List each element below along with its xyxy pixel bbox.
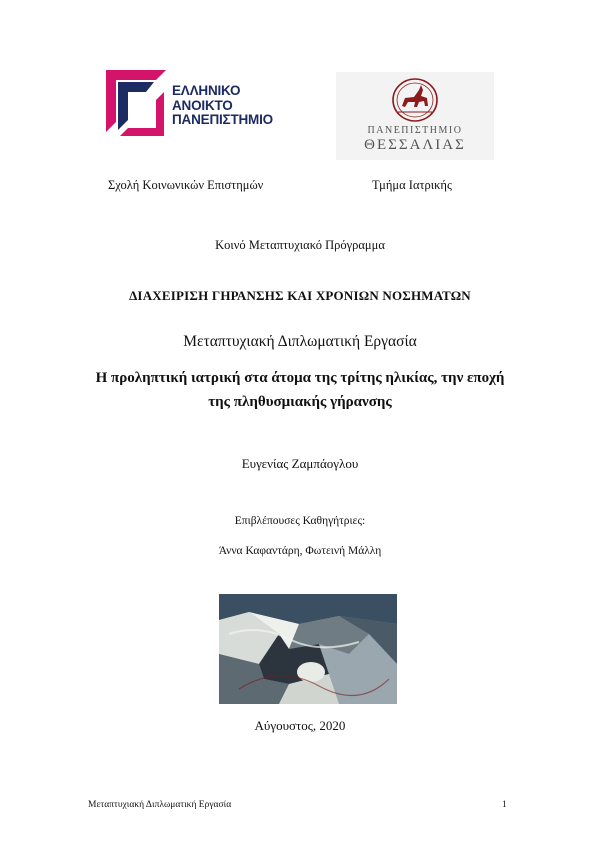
supervisor-names: Άννα Καφαντάρη, Φωτεινή Μάλλη [218, 545, 382, 557]
program-title: ΔΙΑΧΕΙΡΙΣΗ ΓΗΡΑΝΣΗΣ ΚΑΙ ΧΡΟΝΙΩΝ ΝΟΣΗΜΑΤΩΝ [129, 288, 471, 303]
eap-logo-line: ΑΝΟΙΚΤΟ [172, 97, 233, 113]
school-name: Σχολή Κοινωνικών Επιστημών [108, 178, 264, 192]
thesis-title-line: Η προληπτική ιατρική στα άτομα της τρίτης ηλικίας, την εποχή [95, 370, 505, 386]
thessaly-logo [336, 72, 494, 160]
cover-painting [219, 594, 397, 704]
painting-image [219, 594, 397, 704]
centaur-emblem-icon [388, 76, 442, 124]
footer-text: Μεταπτυχιακή Διπλωματική Εργασία [88, 800, 232, 810]
eap-emblem-icon [106, 70, 168, 140]
eap-logo-line: ΠΑΝΕΠΙΣΤΗΜΙΟ [172, 112, 273, 127]
thesis-type: Μεταπτυχιακή Διπλωματική Εργασία [183, 333, 417, 350]
thessaly-logo-line1: ΠΑΝΕΠΙΣΤΗΜΙΟ [367, 125, 463, 136]
supervisors-label: Επιβλέπουσες Καθηγήτριες: [234, 515, 366, 527]
thesis-title-line: της πληθυσμιακής γήρανσης [208, 394, 392, 410]
department-name: Τμήμα Ιατρικής [372, 178, 452, 192]
thesis-title [0, 366, 600, 414]
page-number: 1 [502, 800, 507, 810]
eap-logo-text [172, 84, 273, 128]
eap-logo [106, 70, 296, 140]
thessaly-logo-line2: ΘΕΣΣΑΛΙΑΣ [364, 137, 466, 153]
author-name: Ευγενίας Ζαμπάογλου [241, 456, 359, 471]
thesis-date: Αύγουστος, 2020 [254, 718, 346, 733]
eap-logo-line: ΕΛΛΗΝΙΚΟ [172, 83, 241, 98]
program-label: Κοινό Μεταπτυχιακό Πρόγραμμα [215, 238, 385, 252]
